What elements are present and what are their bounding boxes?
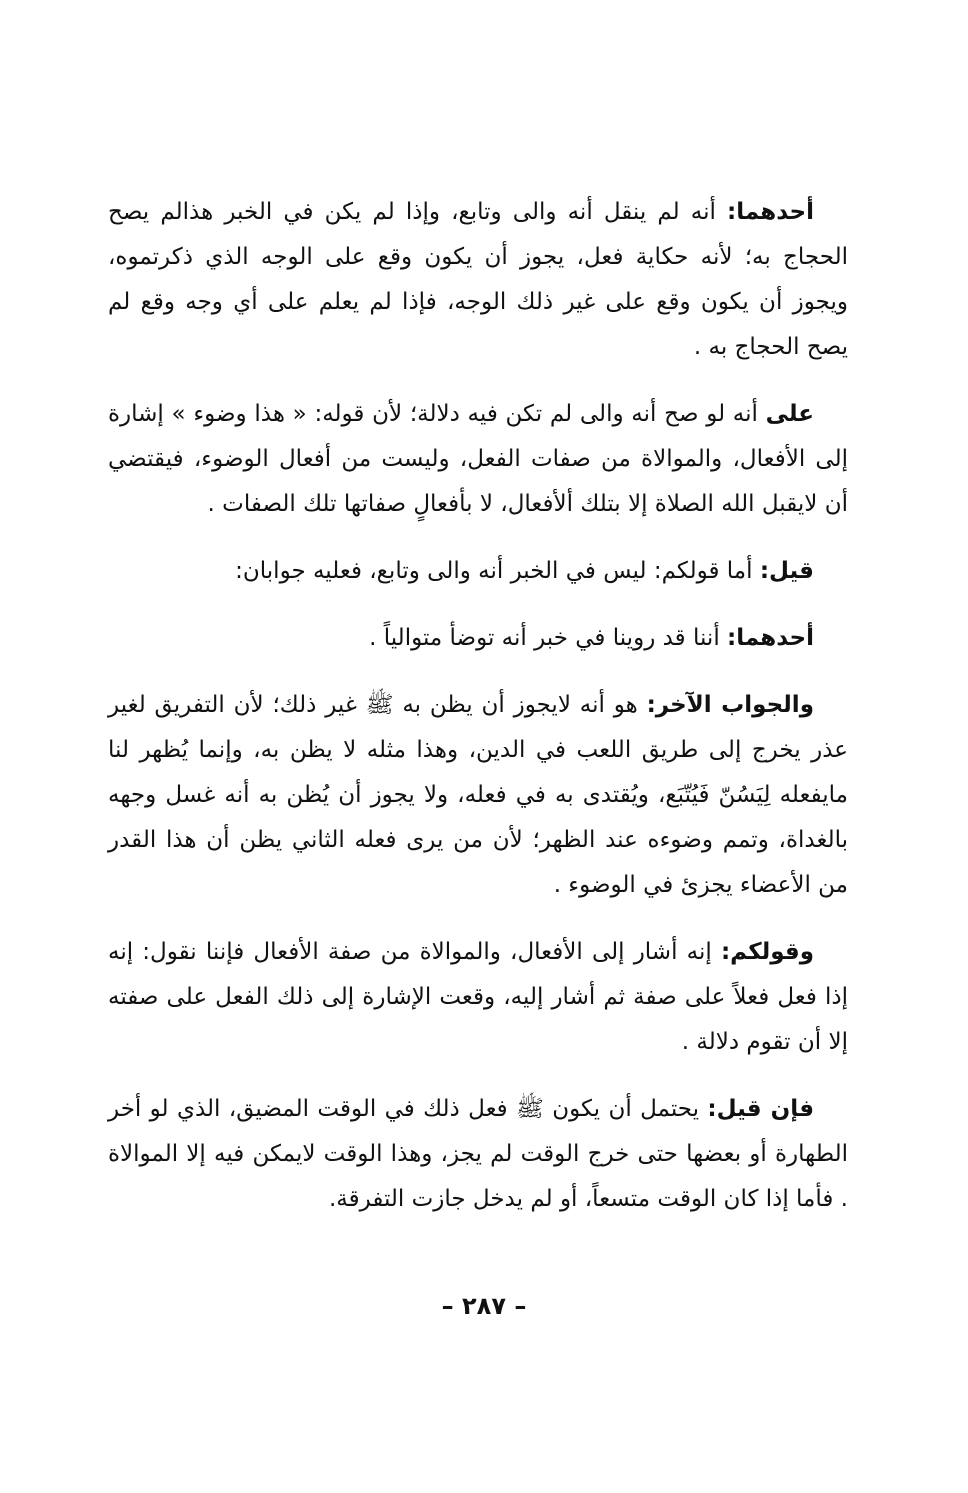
paragraph-first-answer bbox=[108, 190, 848, 370]
paragraph-text: أما قولكم: ليس في الخبر أنه والى وتابع، فعليه جوابان: bbox=[235, 558, 760, 584]
paragraph-second-reply bbox=[108, 683, 848, 908]
paragraph-lead: أحدهما: bbox=[727, 625, 814, 651]
page-number: – ٢٨٧ – bbox=[441, 1292, 527, 1320]
paragraph-lead: على bbox=[765, 401, 814, 427]
paragraph-reply bbox=[108, 549, 848, 594]
paragraph-indication bbox=[108, 930, 848, 1065]
paragraph-text: أنه لم ينقل أنه والى وتابع، وإذا لم يكن في الخبر هذالم يصح الحجاج به؛ لأنه حكاية فعل، يجوز أن يكون وقع على الوجه الذي ذكرتموه، ويجوز أن يكون وقع على غير ذلك الوجه، فإذا لم يعلم على أي وجه وقع لم يصح الحجاج به . bbox=[108, 199, 848, 360]
paragraph-text: أننا قد روينا في خبر أنه توضأ متوالياً . bbox=[369, 625, 728, 651]
paragraph-objection bbox=[108, 1087, 848, 1222]
body-text bbox=[108, 190, 848, 1244]
paragraph-lead: والجواب الآخر: bbox=[646, 692, 814, 718]
paragraph-lead: قيل: bbox=[759, 558, 814, 584]
paragraph-no-indication bbox=[108, 392, 848, 527]
paragraph-lead: وقولكم: bbox=[720, 939, 814, 965]
paragraph-lead: فإن قيل: bbox=[707, 1096, 815, 1122]
paragraph-lead: أحدهما: bbox=[727, 199, 814, 225]
paragraph-text: هو أنه لايجوز أن يظن به ﷺ غير ذلك؛ لأن التفريق لغير عذر يخرج إلى طريق اللعب في الدين، وهذا مثله لا يظن به، وإنما يُظهر لنا مايفعله لِيَسُنّ فَيُتّبَع، ويُقتدى به في فعله، ولا يجوز أن يُظن به أنه غسل وجهه بالغداة، وتمم وضوءه عند الظهر؛ لأن من يرى فعله الثاني يظن أن هذا القدر من الأعضاء يجزئ في الوضوء . bbox=[108, 692, 848, 898]
paragraph-text: إنه أشار إلى الأفعال، والموالاة من صفة الأفعال فإننا نقول: إنه إذا فعل فعلاً على صفة ثم أشار إليه، وقعت الإشارة إلى ذلك الفعل على صفته إلا أن تقوم دلالة . bbox=[108, 939, 848, 1055]
paragraph-text: يحتمل أن يكون ﷺ فعل ذلك في الوقت المضيق، الذي لو أخر الطهارة أو بعضها حتى خرج الوقت لم يجز، وهذا الوقت لايمكن فيه إلا الموالاة . فأما إذا كان الوقت متسعاً، أو لم يدخل جازت التفرقة. bbox=[108, 1096, 848, 1212]
paragraph-text: أنه لو صح أنه والى لم تكن فيه دلالة؛ لأن قوله: « هذا وضوء » إشارة إلى الأفعال، والموالاة من صفات الفعل، وليست من أفعال الوضوء، فيقتضي أن لايقبل الله الصلاة إلا بتلك ألأفعال، لا بأفعالٍ صفاتها تلك الصفات . bbox=[108, 401, 848, 517]
paragraph-first-reply bbox=[108, 616, 848, 661]
